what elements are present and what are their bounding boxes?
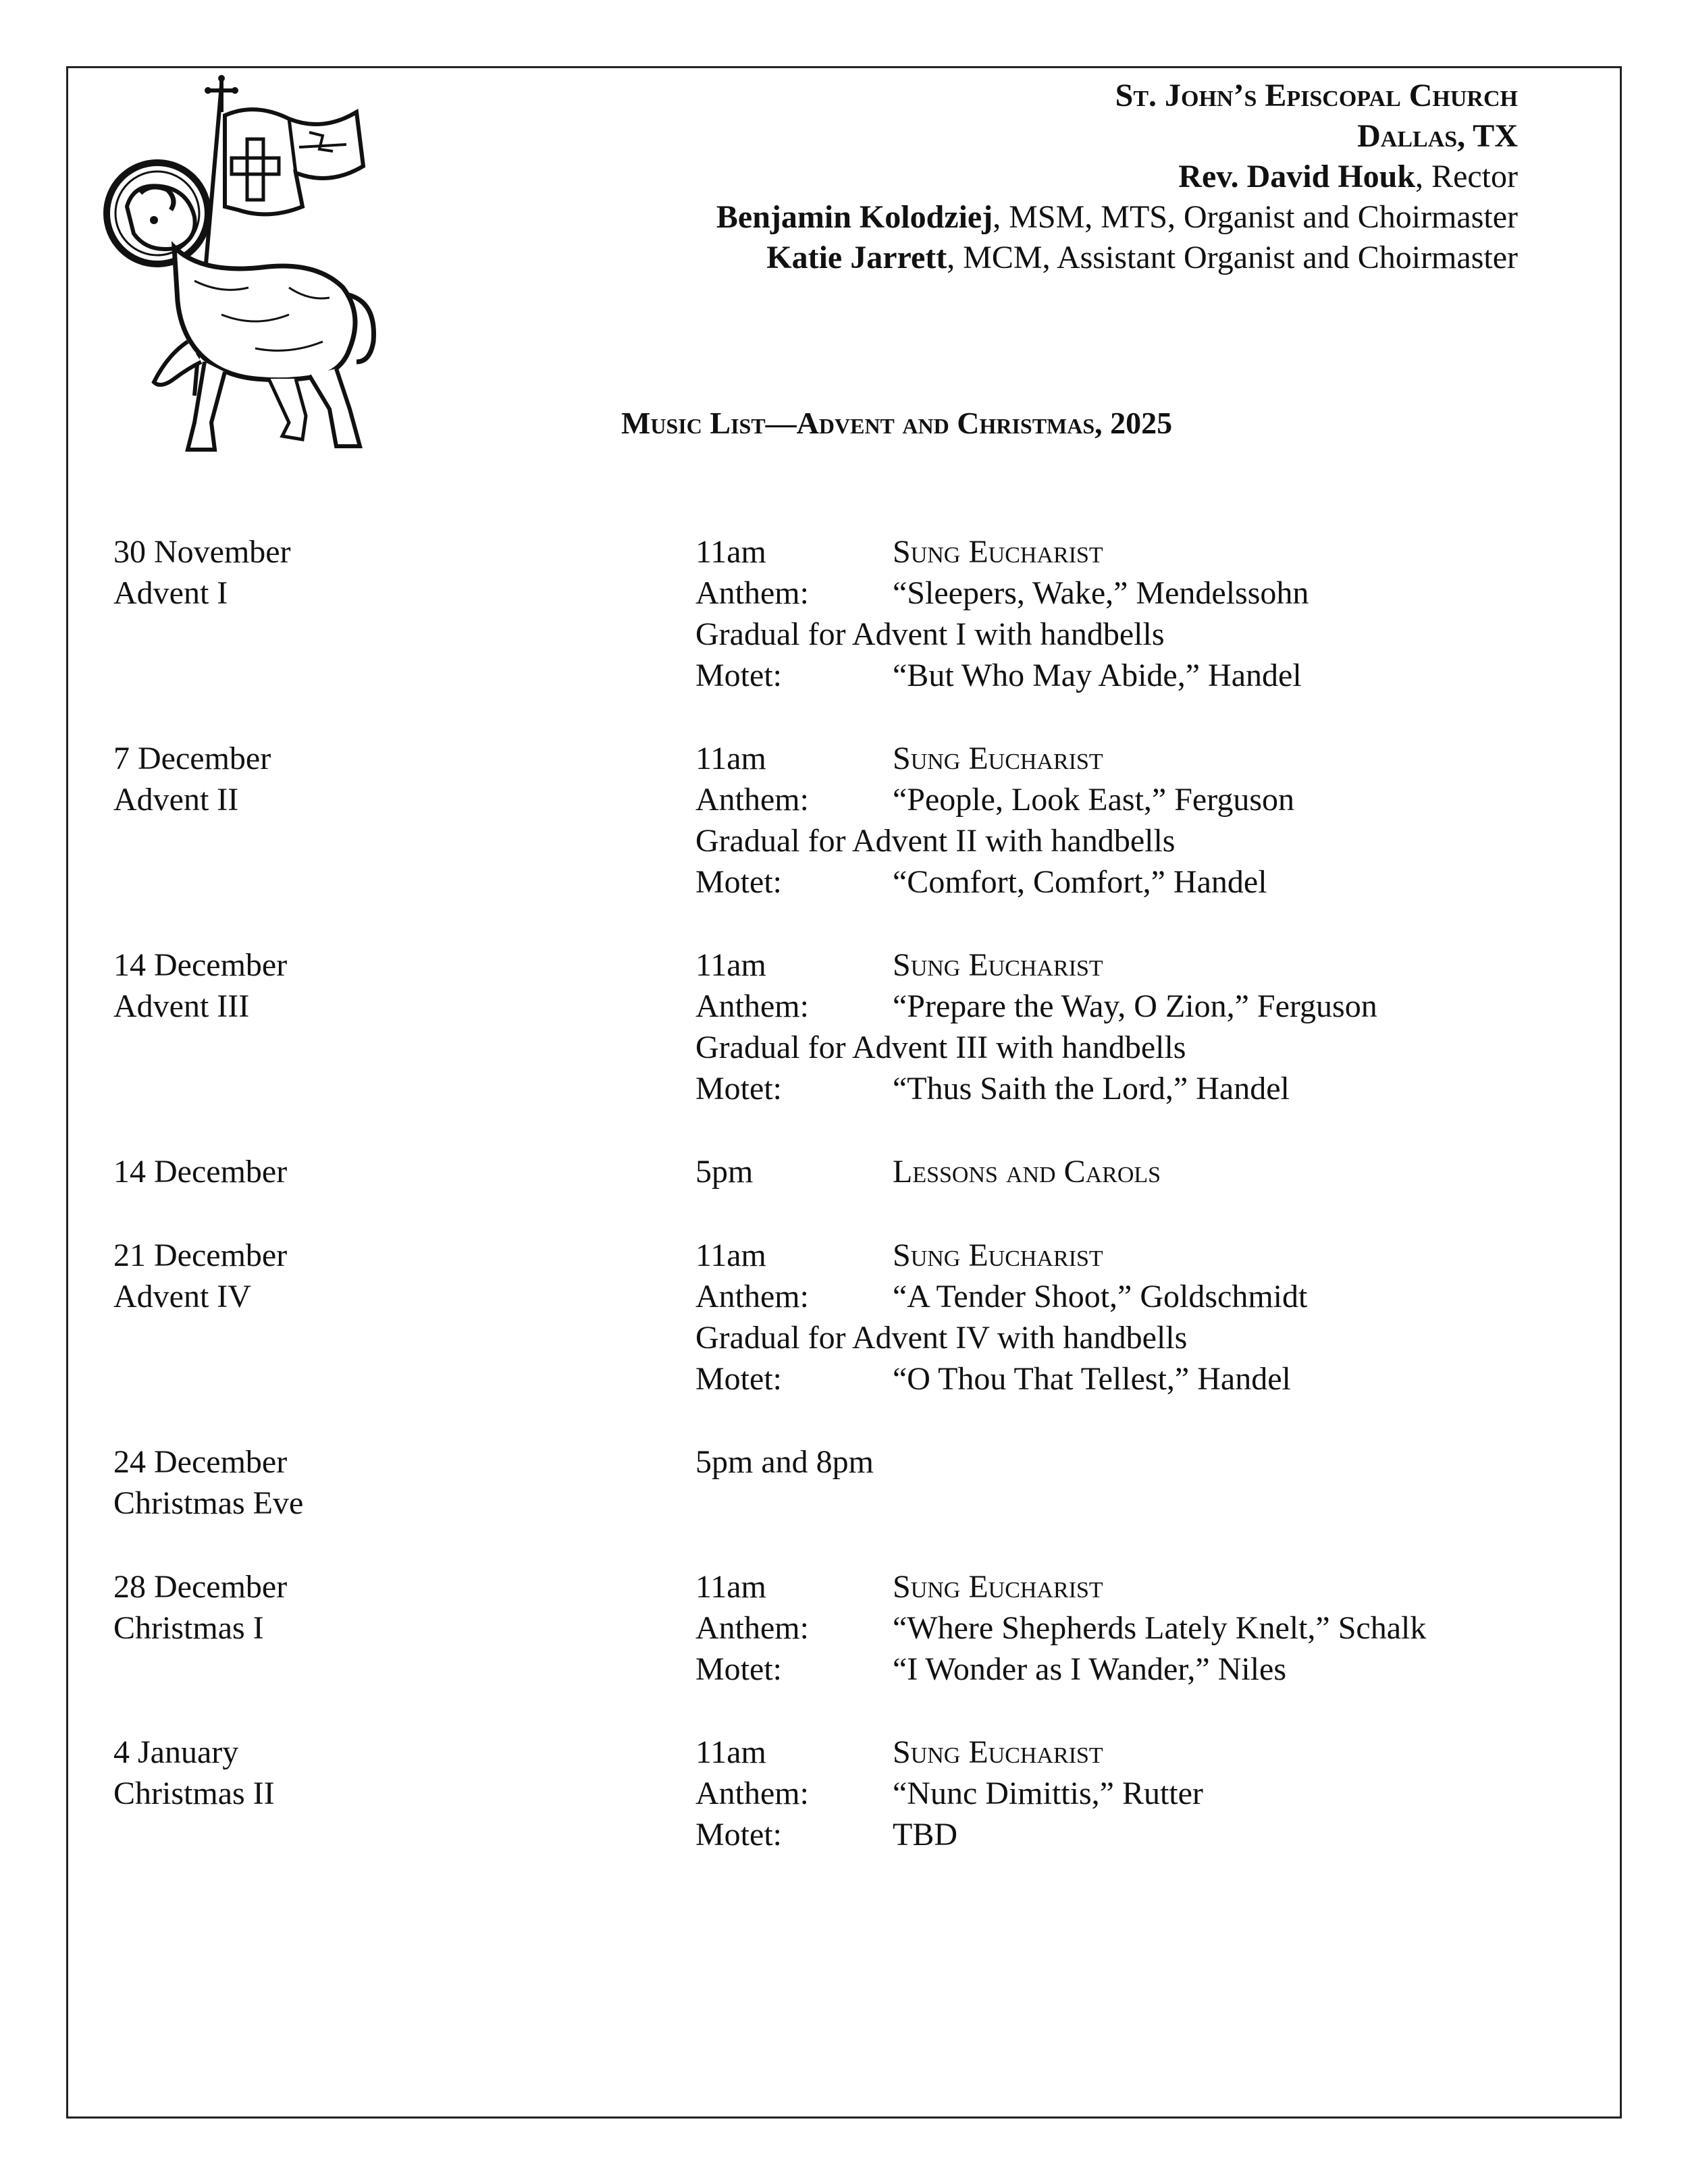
entry-occasion: Christmas I [113, 1610, 264, 1646]
gradual-text: Gradual for Advent I with handbells [695, 616, 1165, 652]
entry-time: 5pm [695, 1154, 754, 1190]
church-name: St. John’s Episcopal Church [1115, 78, 1518, 113]
anthem-title: “Sleepers, Wake,” Mendelssohn [893, 575, 1309, 611]
entry-occasion: Advent IV [113, 1279, 251, 1314]
anthem-label: Anthem: [695, 988, 809, 1024]
anthem-label: Anthem: [695, 1279, 809, 1314]
anthem-label: Anthem: [695, 1776, 809, 1811]
entry-date: 4 January [113, 1734, 239, 1770]
church-header [716, 76, 1518, 278]
motet-title: “O Thou That Tellest,” Handel [893, 1361, 1291, 1397]
church-location: Dallas, TX [1357, 118, 1518, 154]
entry-time: 11am [695, 534, 766, 570]
anthem-label: Anthem: [695, 1610, 809, 1646]
entry-time: 11am [695, 947, 766, 983]
entry-occasion: Advent III [113, 988, 250, 1024]
gradual-text: Gradual for Advent II with handbells [695, 823, 1176, 859]
entry-time: 11am [695, 741, 766, 776]
motet-title: “Thus Saith the Lord,” Handel [893, 1071, 1290, 1107]
assistant-line [716, 238, 1518, 278]
anthem-label: Anthem: [695, 782, 809, 818]
motet-title: TBD [893, 1817, 957, 1853]
motet-label: Motet: [695, 864, 782, 900]
anthem-title: “Where Shepherds Lately Knelt,” Schalk [893, 1610, 1427, 1646]
anthem-title: “Prepare the Way, O Zion,” Ferguson [893, 988, 1377, 1024]
entry-date: 30 November [113, 534, 291, 570]
motet-title: “I Wonder as I Wander,” Niles [893, 1651, 1287, 1687]
entry-service: Sung Eucharist [893, 1734, 1103, 1770]
entry-occasion: Christmas Eve [113, 1485, 304, 1521]
motet-title: “Comfort, Comfort,” Handel [893, 864, 1267, 900]
rector-name: Rev. David Houk [1178, 159, 1416, 194]
rector-line [716, 157, 1518, 197]
entry-date: 14 December [113, 1154, 288, 1190]
entry-date: 21 December [113, 1237, 288, 1273]
entry-date: 7 December [113, 741, 271, 776]
entry-occasion: Christmas II [113, 1776, 275, 1811]
entry-date: 14 December [113, 947, 288, 983]
motet-label: Motet: [695, 658, 782, 693]
entry-date: 24 December [113, 1444, 288, 1480]
entry-service: Lessons and Carols [893, 1154, 1161, 1190]
music-list-title: Music List—Advent and Christmas, 2025 [621, 406, 1173, 440]
motet-label: Motet: [695, 1361, 782, 1397]
gradual-text: Gradual for Advent III with handbells [695, 1030, 1186, 1065]
entry-time: 11am [695, 1569, 766, 1605]
anthem-label: Anthem: [695, 575, 809, 611]
assistant-title: , MCM, Assistant Organist and Choirmaster [947, 240, 1518, 275]
organist-name: Benjamin Kolodziej [716, 199, 993, 235]
motet-label: Motet: [695, 1817, 782, 1853]
entry-time: 5pm and 8pm [695, 1444, 874, 1480]
motet-title: “But Who May Abide,” Handel [893, 658, 1302, 693]
entry-service: Sung Eucharist [893, 947, 1103, 983]
entry-service: Sung Eucharist [893, 1569, 1103, 1605]
assistant-name: Katie Jarrett [766, 240, 947, 275]
agnus-dei-lamb-with-banner-icon [86, 72, 404, 463]
entry-service: Sung Eucharist [893, 1237, 1103, 1273]
motet-label: Motet: [695, 1071, 782, 1107]
entry-occasion: Advent II [113, 782, 239, 818]
organist-line [716, 197, 1518, 238]
rector-title: , Rector [1415, 159, 1518, 194]
organist-title: , MSM, MTS, Organist and Choirmaster [993, 199, 1518, 235]
anthem-title: “Nunc Dimittis,” Rutter [893, 1776, 1203, 1811]
entry-time: 11am [695, 1237, 766, 1273]
gradual-text: Gradual for Advent IV with handbells [695, 1320, 1188, 1356]
entry-occasion: Advent I [113, 575, 228, 611]
entry-date: 28 December [113, 1569, 288, 1605]
motet-label: Motet: [695, 1651, 782, 1687]
entry-time: 11am [695, 1734, 766, 1770]
entry-service: Sung Eucharist [893, 534, 1103, 570]
anthem-title: “People, Look East,” Ferguson [893, 782, 1295, 818]
anthem-title: “A Tender Shoot,” Goldschmidt [893, 1279, 1308, 1314]
entry-service: Sung Eucharist [893, 741, 1103, 776]
